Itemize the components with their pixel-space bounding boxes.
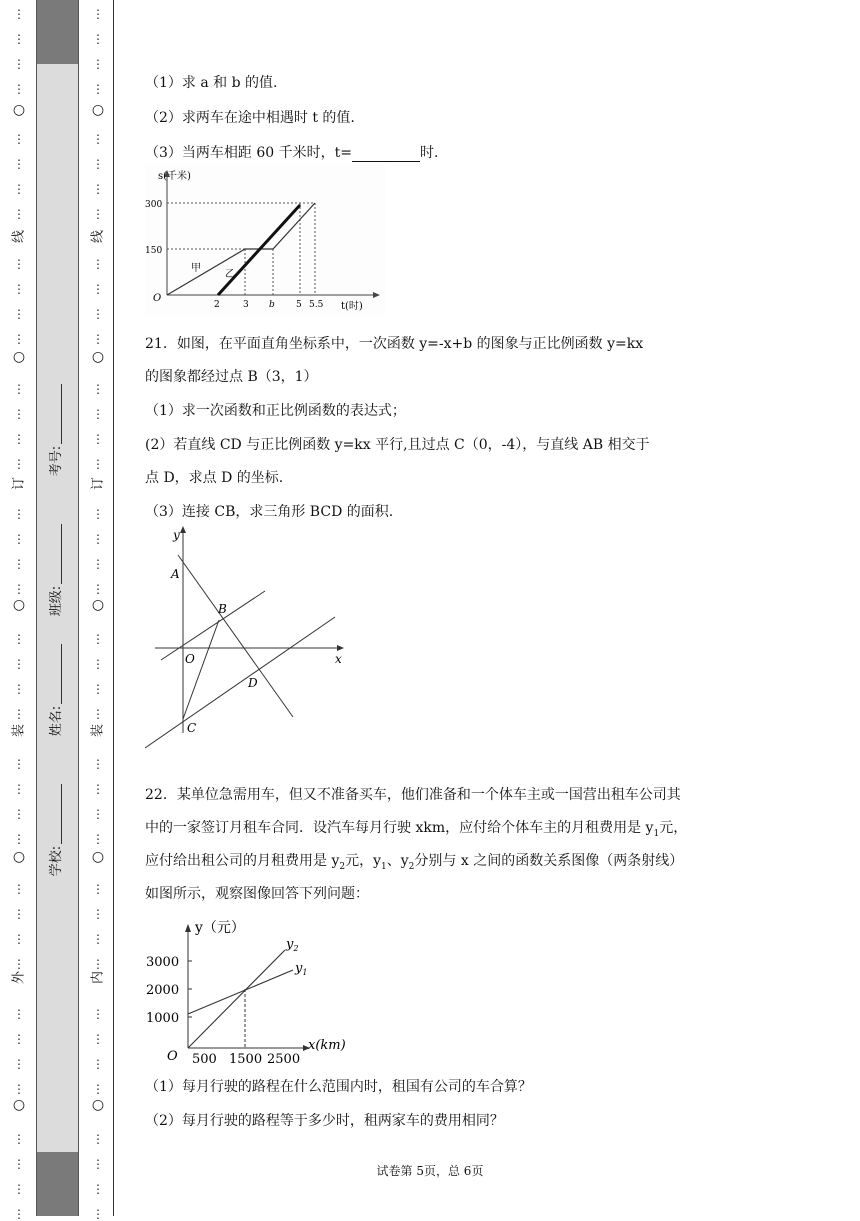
- dot-mark: ⋮: [92, 382, 104, 396]
- dot-mark: ⋮: [92, 582, 104, 596]
- q21-part1: （1）求一次函数和正比例函数的表达式；: [145, 403, 406, 419]
- g2-point-C: C: [187, 721, 197, 735]
- g1-label-jia: 甲: [191, 263, 201, 274]
- circle-mark: ○: [91, 1097, 105, 1113]
- inner-binding-column: [87, 0, 109, 1221]
- dot-mark: ⋮: [13, 1082, 25, 1096]
- q22-line1: 22．某单位急需用车，但又不准备买车，他们准备和一个体车主或一国营出租车公司其: [145, 787, 681, 803]
- g2-line-OB: [161, 591, 265, 660]
- dot-mark: ⋮: [92, 832, 104, 846]
- dot-mark: ⋮: [92, 957, 104, 971]
- distance-time-graph: [145, 165, 385, 315]
- page-footer: 试卷第 5页，总 6页: [376, 1164, 484, 1178]
- dot-mark: ⋮: [92, 457, 104, 471]
- dot-mark: ⋮: [92, 757, 104, 771]
- circle-mark: ○: [12, 349, 26, 365]
- dot-mark: ⋮: [92, 807, 104, 821]
- rental-cost-graph: [145, 912, 360, 1067]
- g2-x-label: x: [335, 652, 342, 666]
- g3-ray-y2: [188, 950, 285, 1048]
- g3-ray-y1: [188, 970, 293, 1014]
- q21-part3: （3）连接 CB，求三角形 BCD 的面积.: [145, 504, 394, 520]
- g1-xtick-2: 2: [214, 300, 220, 310]
- q21-part2b: 点 D，求点 D 的坐标.: [145, 470, 284, 486]
- q22-part2: （2）每月行驶的路程等于多少时，租两家车的费用相同？: [145, 1113, 504, 1129]
- dot-mark: ⋮: [92, 657, 104, 671]
- q20-part2: （2）求两车在途中相遇时 t 的值.: [145, 110, 355, 126]
- dot-mark: ⋮: [13, 932, 25, 946]
- dot-mark: ⋮: [92, 257, 104, 271]
- dot-mark: ⋮: [13, 132, 25, 146]
- circle-mark: ○: [12, 102, 26, 118]
- binding-char: 订: [90, 477, 106, 491]
- dot-mark: ⋮: [13, 1182, 25, 1196]
- q20-part3: （3）当两车相距 60 千米时，t= 时.: [145, 145, 439, 161]
- g2-line-CD: [145, 617, 335, 748]
- dot-mark: ⋮: [13, 7, 25, 21]
- dot-mark: ⋮: [13, 682, 25, 696]
- dot-mark: ⋮: [92, 707, 104, 721]
- g3-xlabel: x(km): [308, 1038, 346, 1053]
- dot-mark: ⋮: [13, 757, 25, 771]
- dot-mark: ⋮: [92, 532, 104, 546]
- dot-mark: ⋮: [92, 207, 104, 221]
- g1-origin: O: [153, 293, 162, 304]
- dot-mark: ⋮: [13, 807, 25, 821]
- binding-char: 线: [90, 230, 106, 244]
- g3-origin: O: [167, 1049, 178, 1064]
- g2-origin: O: [185, 652, 195, 666]
- dot-mark: ⋮: [13, 832, 25, 846]
- binding-char: 装: [11, 724, 27, 738]
- g3-ytick-1000: 1000: [146, 1011, 180, 1026]
- q22-line4: 如图所示，观察图像回答下列问题：: [145, 886, 369, 902]
- dot-mark: ⋮: [13, 632, 25, 646]
- dot-mark: ⋮: [13, 1007, 25, 1021]
- dot-mark: ⋮: [13, 1207, 25, 1221]
- g1-xtick-b: b: [269, 300, 275, 310]
- dot-mark: ⋮: [92, 307, 104, 321]
- dot-mark: ⋮: [92, 632, 104, 646]
- dot-mark: ⋮: [13, 332, 25, 346]
- g1-xtick-5.5: 5.5: [309, 300, 324, 310]
- dot-mark: ⋮: [13, 657, 25, 671]
- q22-line3: 应付给出租公司的月租费用是 $y_2$元，$y_1$、$y_2$分别与 x 之间的函数关系图像（两条射线）: [145, 853, 684, 872]
- binding-rule: [113, 0, 114, 1216]
- dot-mark: ⋮: [13, 282, 25, 296]
- g1-label-yi: 乙: [225, 269, 235, 280]
- g1-ytick-150: 150: [145, 246, 163, 256]
- g3-label-y2: $y_2$: [286, 937, 299, 953]
- band-top-block: [37, 0, 78, 64]
- dot-mark: ⋮: [92, 1082, 104, 1096]
- dot-mark: ⋮: [13, 182, 25, 196]
- answer-blank: [352, 149, 420, 162]
- dot-mark: ⋮: [92, 682, 104, 696]
- dot-mark: ⋮: [92, 907, 104, 921]
- dot-mark: ⋮: [92, 1182, 104, 1196]
- exam-number-field: 考号:: [47, 355, 67, 505]
- dot-mark: ⋮: [13, 782, 25, 796]
- circle-mark: ○: [12, 1097, 26, 1113]
- dot-mark: ⋮: [13, 157, 25, 171]
- g3-ytick-2000: 2000: [146, 983, 180, 998]
- g2-point-A: A: [171, 567, 180, 581]
- dot-mark: ⋮: [92, 782, 104, 796]
- g1-ylabel: s(千米): [158, 171, 191, 182]
- binding-char: 线: [11, 230, 27, 244]
- dot-mark: ⋮: [13, 507, 25, 521]
- dot-mark: ⋮: [92, 557, 104, 571]
- dot-mark: ⋮: [92, 432, 104, 446]
- dot-mark: ⋮: [92, 1132, 104, 1146]
- g3-xtick-1500: 1500: [229, 1052, 263, 1067]
- dot-mark: ⋮: [13, 432, 25, 446]
- dot-mark: ⋮: [92, 132, 104, 146]
- g2-point-B: B: [218, 602, 227, 616]
- dot-mark: ⋮: [92, 1157, 104, 1171]
- dot-mark: ⋮: [13, 1032, 25, 1046]
- dot-mark: ⋮: [92, 882, 104, 896]
- dot-mark: ⋮: [13, 207, 25, 221]
- dot-mark: ⋮: [13, 82, 25, 96]
- q22-line2: 中的一家签订月租车合同．设汽车每月行驶 xkm，应付给个体车主的月租费用是 $y_1$元，: [145, 820, 688, 839]
- dot-mark: ⋮: [13, 907, 25, 921]
- q22-part1: （1）每月行驶的路程在什么范围内时，租国有公司的车合算？: [145, 1079, 532, 1095]
- dot-mark: ⋮: [92, 332, 104, 346]
- dot-mark: ⋮: [92, 507, 104, 521]
- class-field: 班级:: [47, 495, 67, 645]
- circle-mark: ○: [12, 597, 26, 613]
- dot-mark: ⋮: [92, 182, 104, 196]
- student-info-band: [36, 0, 79, 1216]
- g3-ylabel: y（元）: [195, 920, 245, 936]
- dot-mark: ⋮: [13, 307, 25, 321]
- dot-mark: ⋮: [13, 532, 25, 546]
- dot-mark: ⋮: [13, 457, 25, 471]
- g3-xtick-500: 500: [192, 1052, 217, 1067]
- school-field: 学校:: [47, 755, 67, 905]
- q21-part2a: (2）若直线 CD 与正比例函数 y=kx 平行,且过点 C（0，-4），与直线 AB 相交于: [145, 437, 650, 453]
- dot-mark: ⋮: [13, 582, 25, 596]
- dot-mark: ⋮: [13, 257, 25, 271]
- binding-char: 装: [90, 724, 106, 738]
- dot-mark: ⋮: [92, 407, 104, 421]
- dot-mark: ⋮: [13, 882, 25, 896]
- dot-mark: ⋮: [13, 32, 25, 46]
- dot-mark: ⋮: [92, 82, 104, 96]
- g1-xtick-3: 3: [243, 300, 249, 310]
- circle-mark: ○: [91, 102, 105, 118]
- dot-mark: ⋮: [92, 7, 104, 21]
- dot-mark: ⋮: [92, 157, 104, 171]
- circle-mark: ○: [12, 849, 26, 865]
- dot-mark: ⋮: [13, 57, 25, 71]
- g3-ytick-3000: 3000: [146, 955, 180, 970]
- g1-ytick-300: 300: [145, 200, 163, 210]
- dot-mark: ⋮: [92, 1057, 104, 1071]
- g1-xlabel: t(时): [341, 301, 363, 312]
- outer-binding-column: [8, 0, 30, 1221]
- g1-xtick-5: 5: [296, 300, 302, 310]
- dot-mark: ⋮: [13, 407, 25, 421]
- g3-label-y1: $y_1$: [295, 961, 308, 977]
- q20-part1: （1）求 a 和 b 的值.: [145, 75, 278, 91]
- q21-line2: 的图象都经过点 B（3，1）: [145, 369, 318, 385]
- dot-mark: ⋮: [13, 1132, 25, 1146]
- binding-char: 外: [11, 971, 27, 985]
- dot-mark: ⋮: [13, 707, 25, 721]
- dot-mark: ⋮: [92, 1032, 104, 1046]
- dot-mark: ⋮: [13, 1057, 25, 1071]
- dot-mark: ⋮: [92, 282, 104, 296]
- name-field: 姓名:: [47, 615, 67, 765]
- coordinate-figure: [145, 525, 355, 750]
- dot-mark: ⋮: [92, 1207, 104, 1221]
- q21-line1: 21．如图，在平面直角坐标系中，一次函数 y=-x+b 的图象与正比例函数 y=kx: [145, 336, 644, 352]
- binding-char: 订: [11, 477, 27, 491]
- circle-mark: ○: [91, 349, 105, 365]
- dot-mark: ⋮: [92, 32, 104, 46]
- dot-mark: ⋮: [13, 1157, 25, 1171]
- dot-mark: ⋮: [13, 957, 25, 971]
- dot-mark: ⋮: [13, 557, 25, 571]
- dot-mark: ⋮: [92, 57, 104, 71]
- g2-y-label: y: [173, 528, 180, 542]
- dot-mark: ⋮: [13, 382, 25, 396]
- circle-mark: ○: [91, 597, 105, 613]
- circle-mark: ○: [91, 849, 105, 865]
- dot-mark: ⋮: [92, 1007, 104, 1021]
- binding-char: 内: [90, 971, 106, 985]
- g2-line-AB: [178, 555, 293, 717]
- g2-point-D: D: [248, 676, 258, 690]
- dot-mark: ⋮: [92, 932, 104, 946]
- g2-segment-CB: [183, 620, 219, 719]
- g3-xtick-2500: 2500: [267, 1052, 301, 1067]
